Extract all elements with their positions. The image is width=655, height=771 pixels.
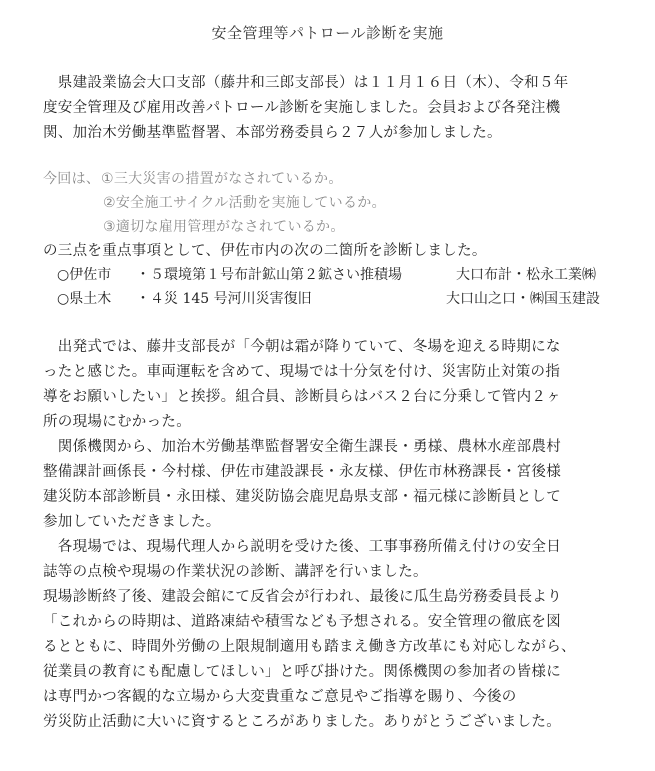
body-line: 参加していただきました。 [43,514,221,530]
body-line: 現場診断終了後、建設会館にて反省会が行われ、最後に瓜生島労務委員長より [43,589,562,605]
body-line: 導をお願いしたい」と挨拶。組合員、診断員らはバス２台に分乗して管内２ヶ [43,389,561,405]
body-line: 所の現場にむかった。 [43,414,191,430]
site-1-work: ・５環境第１号布計鉱山第２鉱さい推積場 [136,267,402,283]
page-title: 安全管理等パトロール診断を実施 [211,24,444,42]
intro-line-1: 県建設業協会大口支部（藤井和三郎支部長）は１１月１６日（木）、令和５年 [43,75,569,91]
site-1-contractor: 大口布計・松永工業㈱ [456,267,596,283]
body-line: は専門かつ客観的な立場から大変貴重なご意見やご指導を賜り、今後の [43,689,517,705]
site-2-work: ・４災 145 号河川災害復旧 [136,291,312,307]
body-line: 誌等の点検や現場の作業状況の診断、講評を行いました。 [43,564,428,580]
body-line: 従業員の教育にも配慮してほしい」と呼び掛けた。関係機関の参加者の皆様に [43,664,561,680]
body-line: 労災防止活動に大いに資するところがありました。ありがとうございました。 [43,714,561,730]
site-1-org: ○伊佐市 [57,267,112,283]
focus-outro: の三点を重点事項として、伊佐市内の次の二箇所を診断しました。 [43,243,487,259]
body-line: 関係機関から、加治木労働基準監督署安全衛生課長・勇様、農林水産部農村 [43,439,561,455]
site-2-org: ○県土木 [57,291,112,307]
focus-intro: 今回は、 [43,171,101,187]
body-line: 「これからの時期は、道路凍結や積雪なども予想される。安全管理の徹底を図 [43,614,561,630]
body-line: 整備課計画係長・今村様、伊佐市建設課長・永友様、伊佐市林務課長・宮後様 [43,464,561,480]
focus-item-1: ①三大災害の措置がなされているか。 [101,171,343,187]
intro-line-3: 関、加治木労働基準監督署、本部労務委員ら２７人が参加しました。 [43,125,502,141]
body-line: ったと感じた。車両運転を含めて、現場では十分気を付け、災害防止対策の指 [43,364,561,380]
body-line: 建災防本部診断員・永田様、建災防協会鹿児島県支部・福元様に診断員として [43,489,561,505]
body-line: るとともに、時間外労働の上限規制適用も踏まえ働き方改革にも対応しながら、 [43,639,576,655]
site-2-contractor: 大口山之口・㈱国玉建設 [446,291,600,307]
focus-item-2: ②安全施工サイクル活動を実施しているか。 [103,195,386,211]
intro-line-2: 度安全管理及び雇用改善パトロール診断を実施しました。会員および各発注機 [43,100,561,116]
focus-item-3: ③適切な雇用管理がなされているか。 [103,219,345,235]
body-line: 出発式では、藤井支部長が「今朝は霜が降りていて、冬場を迎える時期にな [43,339,561,355]
body-line: 各現場では、現場代理人から説明を受けた後、工事事務所備え付けの安全日 [43,539,561,555]
